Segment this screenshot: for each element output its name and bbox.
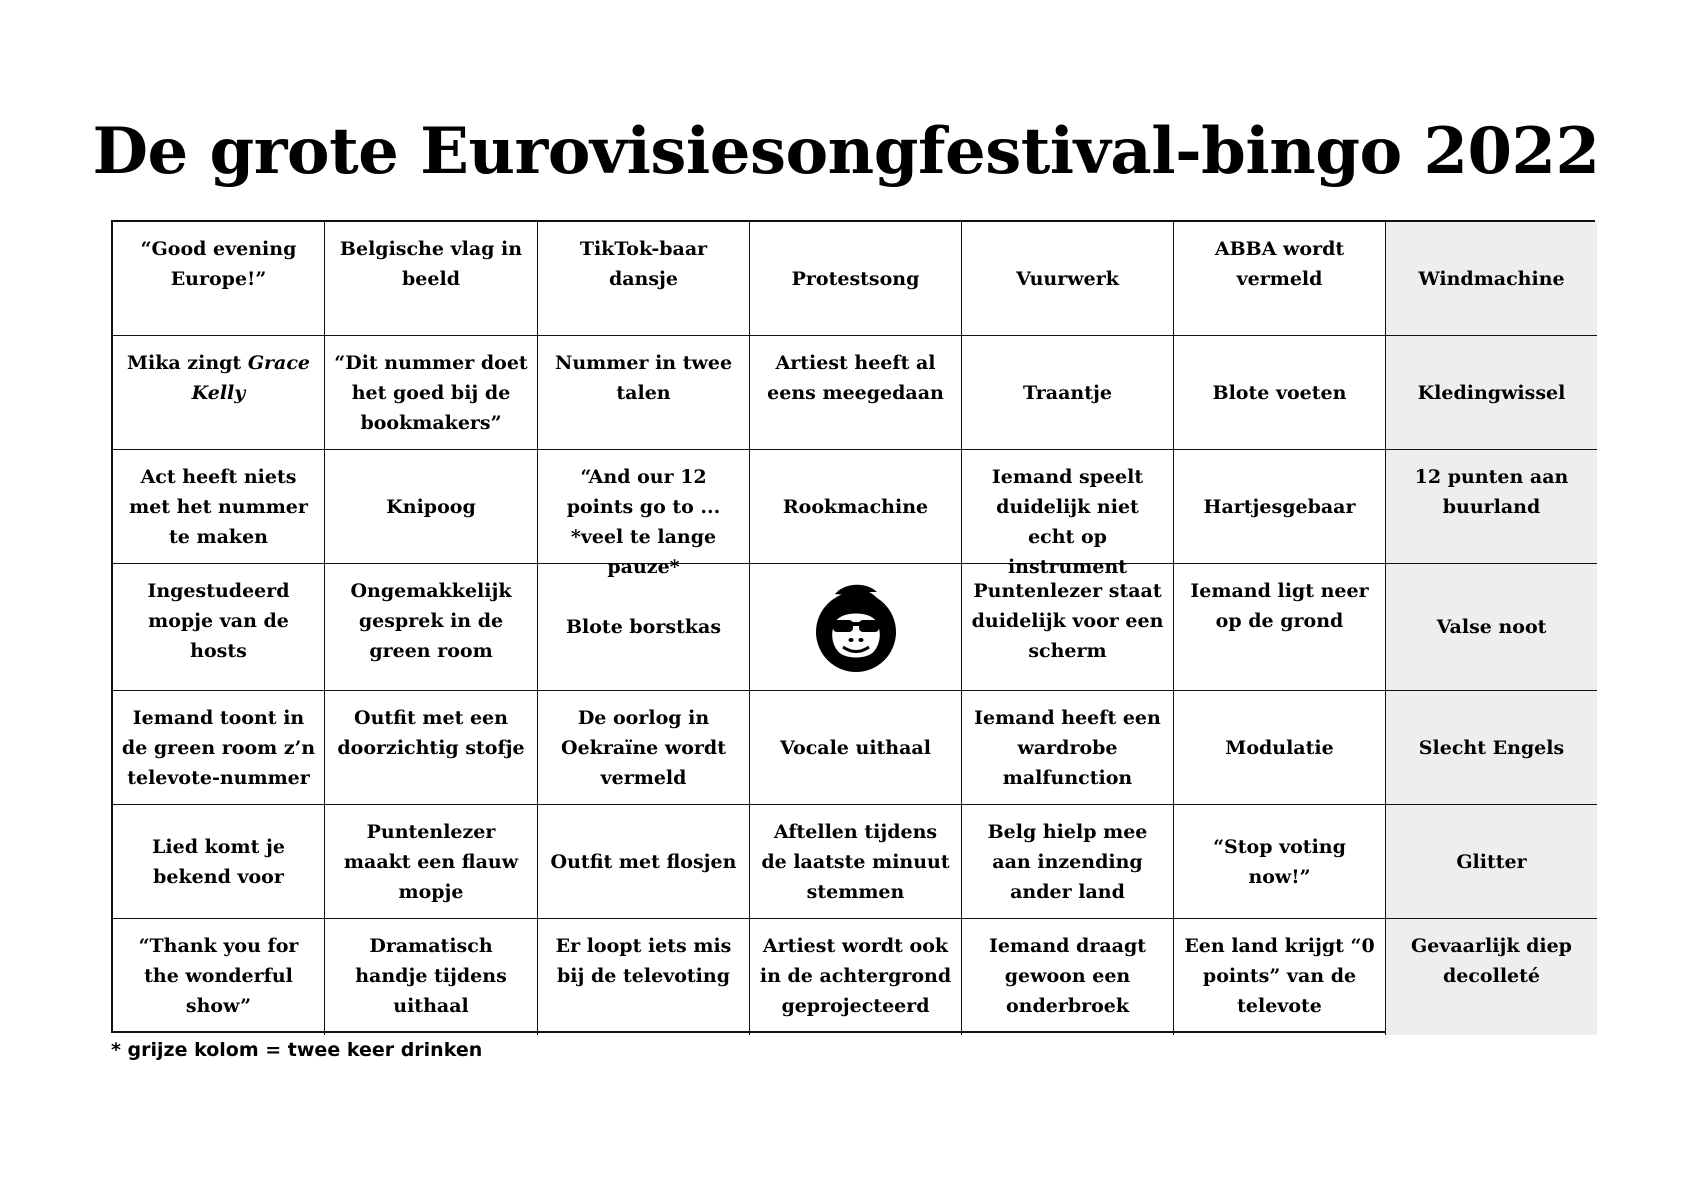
bingo-cell-r7-c5	[962, 919, 1174, 1035]
cell-text: Hartjesgebaar	[1203, 495, 1356, 518]
bingo-cell-r1-c3	[538, 222, 750, 336]
bingo-cell-r1-c4	[750, 222, 962, 336]
cell-text: Belg hielp mee aan inzending ander land	[987, 821, 1148, 903]
cell-text-italic: Grace Kelly	[191, 352, 311, 404]
page-title: De grote Eurovisiesongfestival-bingo 2022	[92, 114, 1600, 189]
cell-text: Aftellen tijdens de laatste minuut stemmen	[761, 821, 950, 903]
bingo-cell-r4-c6	[1174, 564, 1386, 691]
cell-text: “Stop voting now!”	[1213, 835, 1346, 888]
cell-text: De oorlog in Oekraïne wordt vermeld	[561, 707, 726, 789]
cell-text: Glitter	[1456, 850, 1527, 873]
bingo-cell-r6-c2	[325, 805, 538, 919]
bingo-cell-r7-c2	[325, 919, 538, 1035]
cell-text: Windmachine	[1418, 267, 1565, 290]
bingo-cell-r2-c6	[1174, 336, 1386, 450]
bingo-cell-r2-c3	[538, 336, 750, 450]
cell-text: Slecht Engels	[1418, 736, 1565, 759]
bingo-cell-r5-c2	[325, 691, 538, 805]
bingo-cell-r3-c2	[325, 450, 538, 564]
cell-text: Puntenlezer maakt een flauw mopje	[343, 820, 519, 903]
cell-text: Artiest wordt ook in de achtergrond geprojecteerd	[759, 935, 952, 1017]
cell-text: Belgische vlag in beeld	[339, 238, 523, 290]
cell-text: Een land krijgt “0 points” van de televote	[1184, 935, 1375, 1017]
bingo-cell-r5-c1	[113, 691, 325, 805]
bingo-cell-r5-c5	[962, 691, 1174, 805]
bingo-cell-r5-c4	[750, 691, 962, 805]
cell-text: Ongemakkelijk gesprek in de green room	[350, 580, 512, 662]
bingo-cell-r4-c2	[325, 564, 538, 691]
bingo-cell-r2-c4	[750, 336, 962, 450]
cell-text: Gevaarlijk diep decolleté	[1411, 935, 1572, 987]
cell-text: Act heeft niets met het nummer te maken	[129, 466, 308, 548]
cell-text: Kledingwissel	[1417, 381, 1566, 404]
cell-text: Artiest heeft al eens meegedaan	[767, 352, 944, 404]
bingo-cell-r7-c6	[1174, 919, 1386, 1035]
cell-text: Vocale uithaal	[780, 736, 931, 759]
bingo-cell-r6-c6	[1174, 805, 1386, 919]
bingo-card-grid	[111, 220, 1595, 1033]
bingo-cell-r3-c5	[962, 450, 1174, 578]
bingo-cell-r6-c1	[113, 805, 325, 919]
cell-text: Outfit met een doorzichtig stofje	[337, 707, 525, 759]
cell-text: Iemand speelt duidelijk niet echt op instrument	[991, 466, 1144, 578]
bingo-cell-r4-c3	[538, 564, 750, 691]
cell-text: Mika zingt	[126, 352, 248, 374]
cell-text: Iemand ligt neer op de grond	[1190, 580, 1369, 632]
bingo-cell-r1-c1	[113, 222, 325, 336]
cell-text: TikTok-baar dansje	[579, 238, 708, 290]
cell-text: Knipoog	[386, 495, 476, 518]
bingo-cell-r1-c6	[1174, 222, 1386, 336]
gorilla-with-sunglasses-icon	[750, 564, 962, 691]
bingo-cell-r7-c7	[1386, 919, 1597, 1035]
cell-text: Valse noot	[1436, 616, 1547, 638]
bingo-cell-r7-c1	[113, 919, 325, 1035]
cell-text: 12 punten aan buurland	[1414, 466, 1569, 518]
cell-text: Ingestudeerd mopje van de hosts	[147, 580, 290, 662]
cell-text: Blote voeten	[1212, 381, 1347, 404]
bingo-cell-r1-c5	[962, 222, 1174, 336]
cell-text: Iemand heeft een wardrobe malfunction	[974, 707, 1161, 789]
bingo-cell-r5-c7	[1386, 691, 1597, 805]
cell-text: “Thank you for the wonderful show”	[138, 935, 299, 1017]
bingo-cell-r5-c3	[538, 691, 750, 805]
cell-text: Er loopt iets mis bij de televoting	[555, 935, 732, 987]
bingo-cell-r1-c7	[1386, 222, 1597, 336]
bingo-cell-r3-c3	[538, 450, 750, 578]
bingo-cell-r3-c1	[113, 450, 325, 564]
cell-text: Protestsong	[791, 267, 920, 290]
bingo-cell-r1-c2	[325, 222, 538, 336]
cell-text: Traantje	[1023, 381, 1112, 404]
bingo-cell-r6-c3	[538, 805, 750, 919]
cell-text: “Dit nummer doet het goed bij de bookmakers”	[334, 352, 528, 434]
bingo-cell-r6-c7	[1386, 805, 1597, 919]
bingo-cell-r2-c5	[962, 336, 1174, 450]
cell-text: Vuurwerk	[1016, 267, 1119, 290]
bingo-cell-r4-c7	[1386, 564, 1597, 691]
bingo-cell-r4-c1	[113, 564, 325, 691]
footnote: * grijze kolom = twee keer drinken	[111, 1039, 483, 1061]
bingo-cell-r3-c4	[750, 450, 962, 564]
bingo-cell-r7-c3	[538, 919, 750, 1035]
cell-text: Iemand toont in de green room z’n televote-nummer	[121, 707, 316, 789]
bingo-cell-r3-c6	[1174, 450, 1386, 564]
cell-text: Iemand draagt gewoon een onderbroek	[988, 935, 1147, 1017]
bingo-cell-r4-c5	[962, 564, 1174, 691]
cell-text: ABBA wordt vermeld	[1214, 238, 1345, 290]
bingo-cell-r5-c6	[1174, 691, 1386, 805]
bingo-cell-r6-c4	[750, 805, 962, 919]
cell-text: Dramatisch handje tijdens uithaal	[355, 935, 507, 1017]
cell-text: Modulatie	[1225, 736, 1334, 759]
bingo-cell-r6-c5	[962, 805, 1174, 919]
cell-text: “And our 12 points go to ... *veel te lange pauze*	[566, 466, 721, 578]
cell-text: Lied komt je bekend voor	[152, 835, 285, 888]
cell-text: “Good evening Europe!”	[140, 238, 297, 290]
bingo-cell-r3-c7	[1386, 450, 1597, 564]
cell-text: Nummer in twee talen	[554, 352, 733, 404]
cell-text: Blote borstkas	[565, 616, 722, 638]
bingo-cell-r7-c4	[750, 919, 962, 1035]
bingo-cell-r2-c7	[1386, 336, 1597, 450]
cell-text: Rookmachine	[782, 495, 929, 518]
cell-text: Outfit met flosjen	[550, 850, 737, 873]
cell-text: Puntenlezer staat duidelijk voor een scherm	[971, 580, 1164, 662]
bingo-cell-r2-c1	[113, 336, 325, 450]
bingo-cell-r2-c2	[325, 336, 538, 450]
